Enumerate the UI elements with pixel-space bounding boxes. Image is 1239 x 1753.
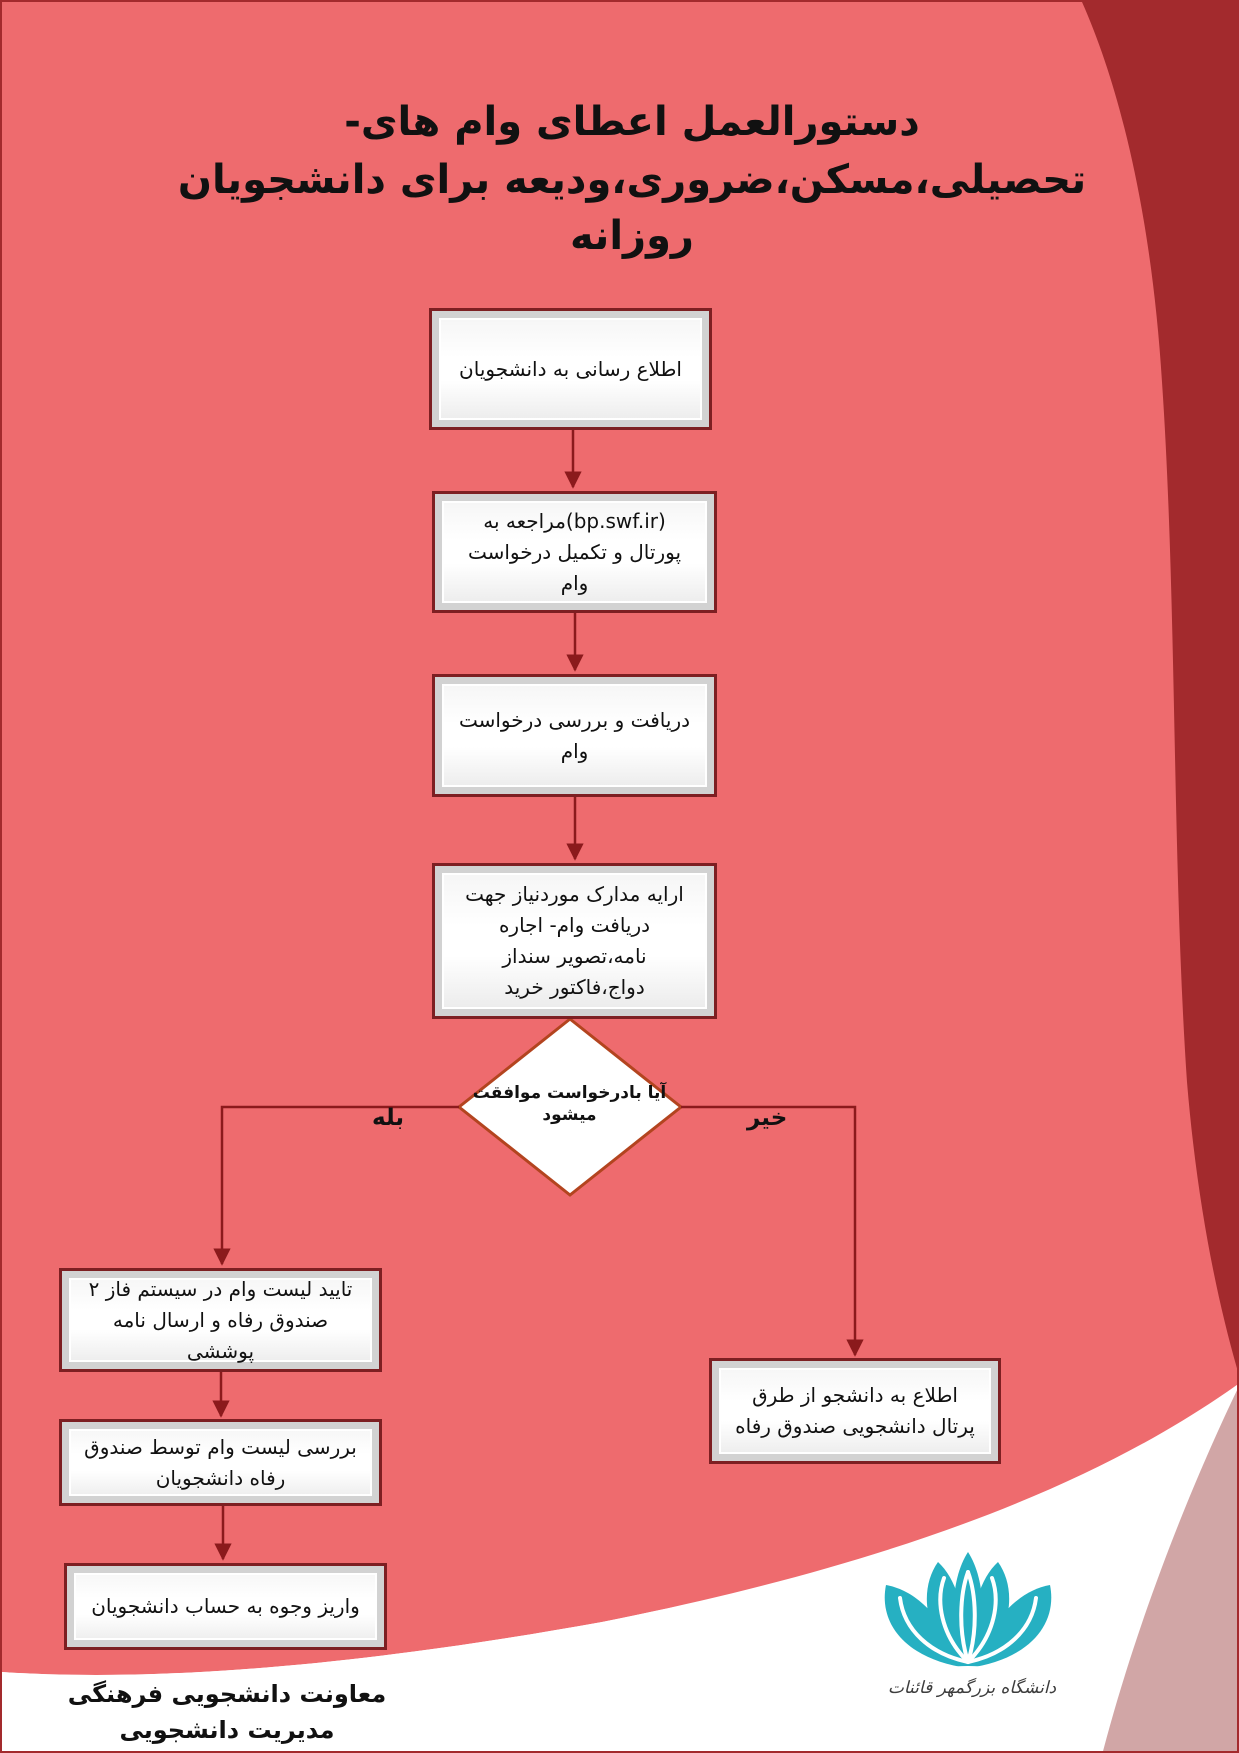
lotus-icon bbox=[868, 1550, 1068, 1680]
footer-line-1: معاونت دانشجویی فرهنگی bbox=[67, 1680, 387, 1708]
step-deposit-funds-text: واریز وجوه به حساب دانشجویان bbox=[91, 1594, 360, 1618]
step-deposit-funds bbox=[64, 1563, 387, 1650]
step-fund-review bbox=[59, 1419, 382, 1506]
step-approve-list-text: تایید لیست وام در سیستم فاز ۲ صندوق رفاه و ارسال نامه پوششی bbox=[88, 1276, 353, 1363]
step-review-request-text: دریافت و بررسی درخواست وام bbox=[458, 707, 691, 763]
step-portal-application bbox=[432, 491, 717, 613]
step-review-request bbox=[432, 674, 717, 797]
step-portal-application-text: (bp.swf.ir)مراجعه به پورتال و تکمیل درخواست وام bbox=[467, 508, 682, 595]
step-submit-documents bbox=[432, 863, 717, 1019]
logo-caption: دانشگاه بزرگمهر قائنات bbox=[887, 1678, 1057, 1698]
title-line-2: تحصیلی،مسکن،ضروری،ودیعه برای دانشجویان روزانه bbox=[177, 157, 1087, 259]
step-notify-students-text: اطلاع رسانی به دانشجویان bbox=[459, 356, 682, 381]
step-approve-list bbox=[59, 1268, 382, 1372]
decision-question: آیا بادرخواست موافقت میشود bbox=[472, 1083, 667, 1125]
no-label: خیر bbox=[747, 1105, 788, 1131]
step-notify-students bbox=[429, 308, 712, 430]
footer-line-2: مدیریت دانشجویی bbox=[119, 1716, 335, 1744]
step-notify-rejection-text: اطلاع به دانشجو از طرق پرتال دانشجویی صندوق رفاه bbox=[735, 1383, 975, 1438]
yes-label: بله bbox=[372, 1105, 404, 1131]
step-fund-review-text: بررسی لیست وام توسط صندوق رفاه دانشجویان bbox=[84, 1434, 357, 1490]
step-notify-rejection bbox=[709, 1358, 1001, 1464]
step-submit-documents-text: ارایه مدارک موردنیاز جهت دریافت وام- اجاره نامه،تصویر سنداز دواج،فاکتور خرید bbox=[465, 882, 684, 999]
title-line-1: دستورالعمل اعطای وام های- bbox=[344, 99, 920, 145]
